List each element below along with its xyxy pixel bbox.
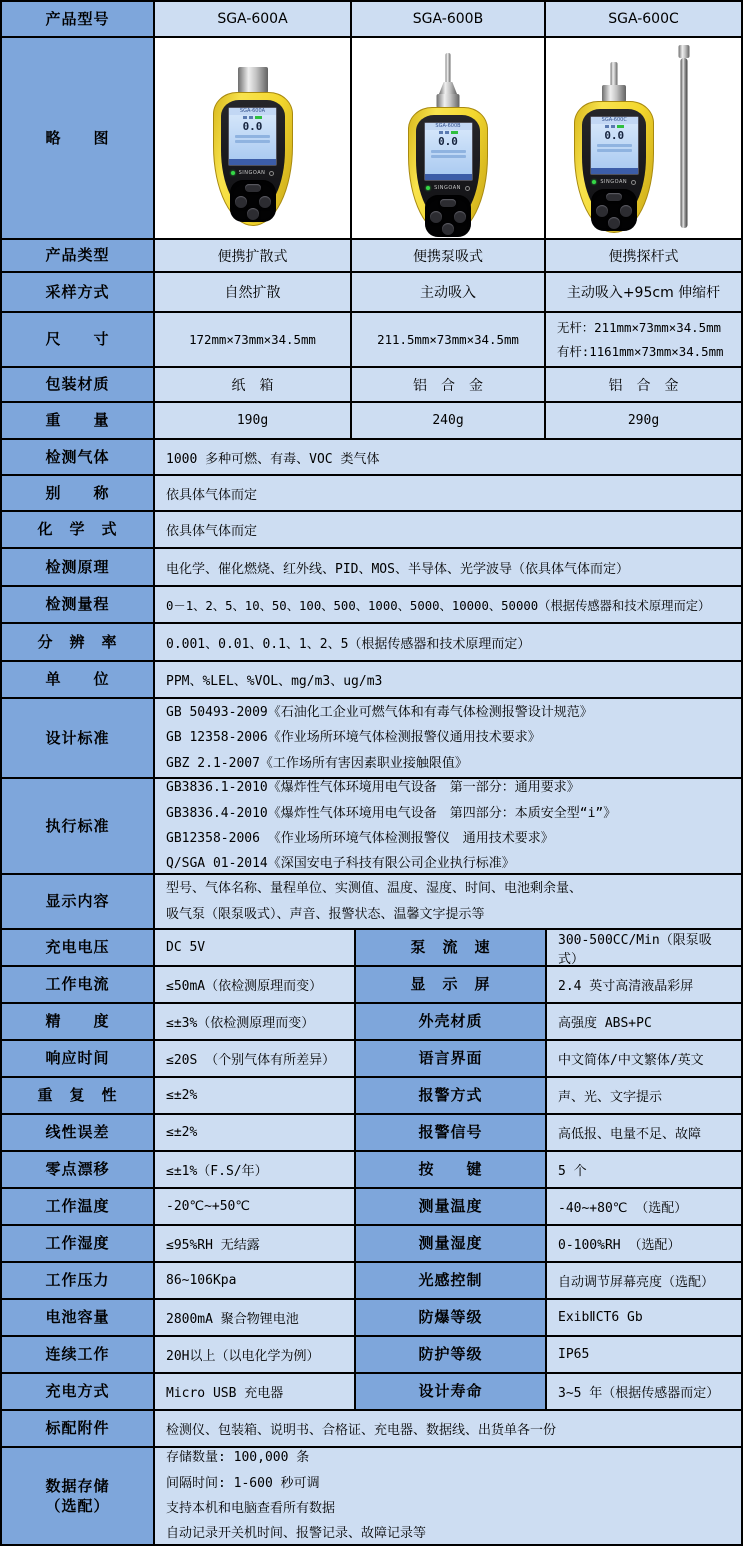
row-label: 泵 流 速 — [356, 930, 547, 965]
row-label: 化 学 式 — [2, 512, 155, 547]
table-row-chemical-formula — [2, 512, 741, 549]
spec-value: ≤±2% — [155, 1078, 356, 1113]
table-row-packaging — [2, 368, 741, 403]
screen-model-text: SGA-600C — [591, 117, 638, 124]
row-label: 线性误差 — [2, 1115, 155, 1150]
row-label: 连续工作 — [2, 1337, 155, 1372]
spec-value: 2800mA 聚合物锂电池 — [155, 1300, 356, 1335]
left-button-icon — [596, 205, 608, 217]
spec-value: IP65 — [547, 1337, 741, 1372]
row-label: 工作压力 — [2, 1263, 155, 1298]
row-label: 语言界面 — [356, 1041, 547, 1076]
device-front-panel — [416, 115, 480, 222]
storage-label-line2: （选配） — [45, 1497, 110, 1515]
table-row-data-storage — [2, 1448, 741, 1544]
screen-reading: 0.0 — [604, 129, 625, 142]
row-label: 单 位 — [2, 662, 155, 697]
speaker-icon — [439, 131, 443, 134]
row-label: 按 键 — [356, 1152, 547, 1187]
device-front-panel — [582, 109, 646, 219]
spec-value: 86~106Kpa — [155, 1263, 356, 1298]
standard-line: GBZ 2.1-2007《工作场所有害因素职业接触限值》 — [166, 755, 468, 771]
row-label: 产品类型 — [2, 240, 155, 271]
table-row-spec — [2, 930, 741, 967]
display-content-line: 吸气泵（限泵吸式）、声音、报警状态、温馨文字提示等 — [166, 906, 485, 922]
screen-reading: 0.0 — [438, 135, 458, 148]
row-label: 零点漂移 — [2, 1152, 155, 1187]
row-label: 执行标准 — [2, 779, 155, 873]
spec-value: DC 5V — [155, 930, 356, 965]
standard-line: GB3836.4-2010《爆炸性气体环境用电气设备 第四部分：本质安全型“i”》 — [166, 805, 617, 821]
sensor-cap-icon — [437, 94, 460, 108]
table-row-spec — [2, 1263, 741, 1300]
row-label: 显示内容 — [2, 875, 155, 928]
row-label: 显 示 屏 — [356, 967, 547, 1002]
spec-value: 2.4 英寸高清液晶彩屏 — [547, 967, 741, 1002]
table-row-unit — [2, 662, 741, 699]
row-label: 响应时间 — [2, 1041, 155, 1076]
alias-value: 依具体气体而定 — [155, 476, 741, 510]
row-label-model: 产品型号 — [2, 2, 155, 36]
power-button-icon — [465, 186, 470, 191]
spec-value: -40~+80℃ （选配） — [547, 1189, 741, 1224]
unit-value: PPM、%LEL、%VOL、mg/m3、ug/m3 — [155, 662, 741, 697]
standard-line: GB12358-2006 《作业场所环境气体检测报警仪 通用技术要求》 — [166, 831, 554, 846]
row-label: 报警方式 — [356, 1078, 547, 1113]
gas-detector-sga-600c-illustration — [546, 38, 741, 238]
spec-value: ≤50mA（依检测原理而变） — [155, 967, 356, 1002]
spec-value: ≤±1%（F.S/年） — [155, 1152, 356, 1187]
screen-info-line — [235, 140, 270, 143]
packaging-c: 铝 合 金 — [546, 368, 741, 401]
device-body — [408, 107, 488, 236]
right-button-icon — [454, 211, 466, 223]
speaker-icon — [243, 116, 247, 119]
detection-principle-value: 电化学、催化燃烧、红外线、PID、MOS、半导体、光学波导（依具体气体而定） — [155, 549, 741, 585]
product-image-cell-sga-600c — [546, 38, 741, 238]
sampling-a: 自然扩散 — [155, 273, 352, 311]
table-row-spec — [2, 1078, 741, 1115]
row-label: 外壳材质 — [356, 1004, 547, 1039]
row-label-sketch: 略 图 — [2, 38, 155, 238]
telescopic-rod-tip-icon — [679, 45, 690, 58]
table-row-display-content — [2, 875, 741, 930]
model-name-c: SGA-600C — [546, 2, 741, 36]
detected-gas-value: 1000 多种可燃、有毒、VOC 类气体 — [155, 440, 741, 474]
spec-value: -20℃~+50℃ — [155, 1189, 356, 1224]
row-label: 电池容量 — [2, 1300, 155, 1335]
row-label: 防爆等级 — [356, 1300, 547, 1335]
standard-line: GB3836.1-2010《爆炸性气体环境用电气设备 第一部分：通用要求》 — [166, 780, 580, 796]
row-label: 充电方式 — [2, 1374, 155, 1409]
power-button-icon — [269, 171, 274, 176]
row-label: 检测气体 — [2, 440, 155, 474]
table-row-dimensions — [2, 313, 741, 368]
row-label: 精 度 — [2, 1004, 155, 1039]
probe-rod-icon — [611, 62, 618, 85]
row-label: 尺 寸 — [2, 313, 155, 366]
product-image-cell-sga-600b — [352, 38, 546, 238]
table-row-accessories — [2, 1411, 741, 1448]
screen-model-text: SGA-600A — [229, 108, 276, 115]
detection-range-value: 0－1、2、5、10、50、100、500、1000、5000、10000、50000（根据传感器和技术原理而定） — [155, 587, 741, 622]
screen-info-line — [431, 155, 466, 158]
dimensions-c-line2: 有杆:1161mm×73mm×34.5mm — [557, 343, 724, 359]
table-row-resolution — [2, 624, 741, 662]
row-label: 检测原理 — [2, 549, 155, 585]
weight-c: 290g — [546, 403, 741, 438]
row-label: 包装材质 — [2, 368, 155, 401]
sensor-cap-icon — [238, 67, 268, 93]
probe-cone-icon — [439, 82, 457, 94]
spec-value: 高低报、电量不足、故障 — [547, 1115, 741, 1150]
led-indicator — [231, 171, 235, 175]
spec-value: 中文简体/中文繁体/英文 — [547, 1041, 741, 1076]
product-type-b: 便携泵吸式 — [352, 240, 546, 271]
table-row-detected-gas — [2, 440, 741, 476]
battery-icon — [617, 125, 624, 128]
fan-icon — [445, 131, 449, 134]
table-row-spec — [2, 1004, 741, 1041]
fan-icon — [249, 116, 253, 119]
screen-status-bar — [229, 159, 276, 165]
table-row-spec — [2, 1041, 741, 1078]
device-body — [213, 92, 293, 226]
gas-detector-sga-600b-illustration — [352, 38, 544, 238]
row-label: 分 辨 率 — [2, 624, 155, 660]
dimensions-c — [546, 313, 741, 366]
menu-button-icon — [245, 184, 261, 192]
table-row-execution-standards — [2, 779, 741, 875]
table-row-sampling — [2, 273, 741, 313]
table-row-weight — [2, 403, 741, 440]
display-content-value — [155, 875, 741, 928]
left-button-icon — [235, 196, 247, 208]
accessories-value: 检测仪、包装箱、说明书、合格证、充电器、数据线、出货单各一份 — [155, 1411, 741, 1446]
dimensions-c-line1: 无杆：211mm×73mm×34.5mm — [557, 319, 721, 335]
data-storage-value — [155, 1448, 741, 1544]
table-row-spec — [2, 1189, 741, 1226]
design-standards-value — [155, 699, 741, 777]
spec-value: 20H以上（以电化学为例） — [155, 1337, 356, 1372]
model-name-a: SGA-600A — [155, 2, 352, 36]
brand-label: SINGOAN — [434, 185, 461, 191]
screen-info-line — [597, 149, 632, 152]
packaging-a: 纸 箱 — [155, 368, 352, 401]
spec-value: Micro USB 充电器 — [155, 1374, 356, 1409]
screen-model-text: SGA-600B — [425, 123, 472, 130]
spec-value: ≤20S （个别气体有所差异） — [155, 1041, 356, 1076]
led-indicator — [592, 180, 596, 184]
row-label: 报警信号 — [356, 1115, 547, 1150]
resolution-value: 0.001、0.01、0.1、1、2、5（根据传感器和技术原理而定） — [155, 624, 741, 660]
device-screen — [590, 116, 639, 175]
row-label: 检测量程 — [2, 587, 155, 622]
product-type-a: 便携扩散式 — [155, 240, 352, 271]
brand-row — [416, 185, 480, 191]
chemical-formula-value: 依具体气体而定 — [155, 512, 741, 547]
spec-value: 声、光、文字提示 — [547, 1078, 741, 1113]
button-cluster — [425, 195, 471, 237]
sampling-b: 主动吸入 — [352, 273, 546, 311]
row-label: 光感控制 — [356, 1263, 547, 1298]
row-label: 采样方式 — [2, 273, 155, 311]
standard-line: Q/SGA 01-2014《深国安电子科技有限公司企业执行标准》 — [166, 856, 515, 872]
table-row-spec — [2, 1300, 741, 1337]
spec-value: 高强度 ABS+PC — [547, 1004, 741, 1039]
standard-line: GB 12358-2006《作业场所环境气体检测报警仪通用技术要求》 — [166, 730, 541, 746]
screen-status-bar — [425, 174, 472, 180]
fan-icon — [611, 125, 615, 128]
brand-label: SINGOAN — [600, 179, 628, 185]
row-label: 标配附件 — [2, 1411, 155, 1446]
spec-value: ≤±2% — [155, 1115, 356, 1150]
spec-value: ≤±3%（依检测原理而变） — [155, 1004, 356, 1039]
weight-a: 190g — [155, 403, 352, 438]
button-cluster — [230, 180, 276, 222]
storage-line: 间隔时间: 1-600 秒可调 — [166, 1475, 320, 1491]
table-row-detection-range — [2, 587, 741, 624]
led-indicator — [426, 186, 430, 190]
spec-value: 自动调节屏幕亮度（选配） — [547, 1263, 741, 1298]
row-label: 测量湿度 — [356, 1226, 547, 1261]
model-name-b: SGA-600B — [352, 2, 546, 36]
spec-value: 0-100%RH （选配） — [547, 1226, 741, 1261]
row-label: 充电电压 — [2, 930, 155, 965]
sampling-c: 主动吸入+95cm 伸缩杆 — [546, 273, 741, 311]
probe-rod-icon — [446, 53, 451, 82]
row-label: 工作电流 — [2, 967, 155, 1002]
enter-button-icon — [247, 208, 259, 220]
product-image-cell-sga-600a — [155, 38, 352, 238]
row-label — [2, 1448, 155, 1544]
standard-line: GB 50493-2009《石油化工企业可燃气体和有毒气体检测报警设计规范》 — [166, 704, 593, 720]
spec-value: ≤95%RH 无结露 — [155, 1226, 356, 1261]
table-row-sketch — [2, 38, 741, 240]
speaker-icon — [605, 125, 609, 128]
dimensions-b: 211.5mm×73mm×34.5mm — [352, 313, 546, 366]
table-row-spec — [2, 1115, 741, 1152]
row-label: 设计寿命 — [356, 1374, 547, 1409]
brand-row — [582, 179, 646, 185]
table-row-spec — [2, 1152, 741, 1189]
spec-value: 3~5 年（根据传感器而定） — [547, 1374, 741, 1409]
right-button-icon — [620, 205, 632, 217]
power-button-icon — [631, 180, 636, 185]
table-row-spec — [2, 967, 741, 1004]
gas-detector-sga-600a-illustration — [155, 38, 350, 238]
device-front-panel — [221, 100, 285, 212]
execution-standards-value — [155, 779, 741, 873]
row-label: 测量温度 — [356, 1189, 547, 1224]
spec-value: ExibⅡCT6 Gb — [547, 1300, 741, 1335]
display-content-line: 型号、气体名称、量程单位、实测值、温度、湿度、时间、电池剩余量、 — [166, 881, 583, 897]
brand-label: SINGOAN — [238, 170, 266, 176]
battery-icon — [255, 116, 262, 119]
telescopic-rod-icon — [681, 58, 688, 228]
button-cluster — [591, 189, 637, 231]
storage-line: 自动记录开关机时间、报警记录、故障记录等 — [166, 1526, 427, 1542]
table-row-detection-principle — [2, 549, 741, 587]
storage-line: 支持本机和电脑查看所有数据 — [166, 1501, 336, 1516]
table-row-spec — [2, 1337, 741, 1374]
device-body — [574, 101, 654, 233]
brand-row — [221, 170, 285, 176]
row-label: 重 量 — [2, 403, 155, 438]
right-button-icon — [259, 196, 271, 208]
table-row-spec — [2, 1226, 741, 1263]
row-label: 别 称 — [2, 476, 155, 510]
row-label: 工作温度 — [2, 1189, 155, 1224]
table-row-product-type — [2, 240, 741, 273]
packaging-b: 铝 合 金 — [352, 368, 546, 401]
storage-label-line1: 数据存储 — [45, 1476, 110, 1495]
screen-info-line — [597, 144, 632, 147]
left-button-icon — [430, 211, 442, 223]
row-label: 工作湿度 — [2, 1226, 155, 1261]
battery-icon — [451, 131, 458, 134]
table-row-spec — [2, 1374, 741, 1411]
product-type-c: 便携探杆式 — [546, 240, 741, 271]
screen-reading: 0.0 — [242, 120, 263, 133]
device-screen — [228, 107, 277, 166]
table-row-design-standards — [2, 699, 741, 779]
enter-button-icon — [442, 223, 454, 235]
row-label: 设计标准 — [2, 699, 155, 777]
table-row-alias — [2, 476, 741, 512]
row-label: 防护等级 — [356, 1337, 547, 1372]
sensor-cap-icon — [602, 85, 626, 102]
screen-info-line — [235, 135, 270, 138]
screen-status-bar — [591, 168, 638, 174]
screen-info-line — [431, 150, 466, 153]
storage-line: 存储数量: 100,000 条 — [166, 1450, 310, 1466]
dimensions-a: 172mm×73mm×34.5mm — [155, 313, 352, 366]
spec-value: 300-500CC/Min（限泵吸式） — [547, 930, 741, 965]
enter-button-icon — [608, 217, 620, 229]
device-screen — [424, 122, 473, 181]
spec-value: 5 个 — [547, 1152, 741, 1187]
menu-button-icon — [440, 199, 456, 207]
menu-button-icon — [606, 193, 622, 201]
weight-b: 240g — [352, 403, 546, 438]
row-label: 重 复 性 — [2, 1078, 155, 1113]
table-row-model — [2, 2, 741, 38]
